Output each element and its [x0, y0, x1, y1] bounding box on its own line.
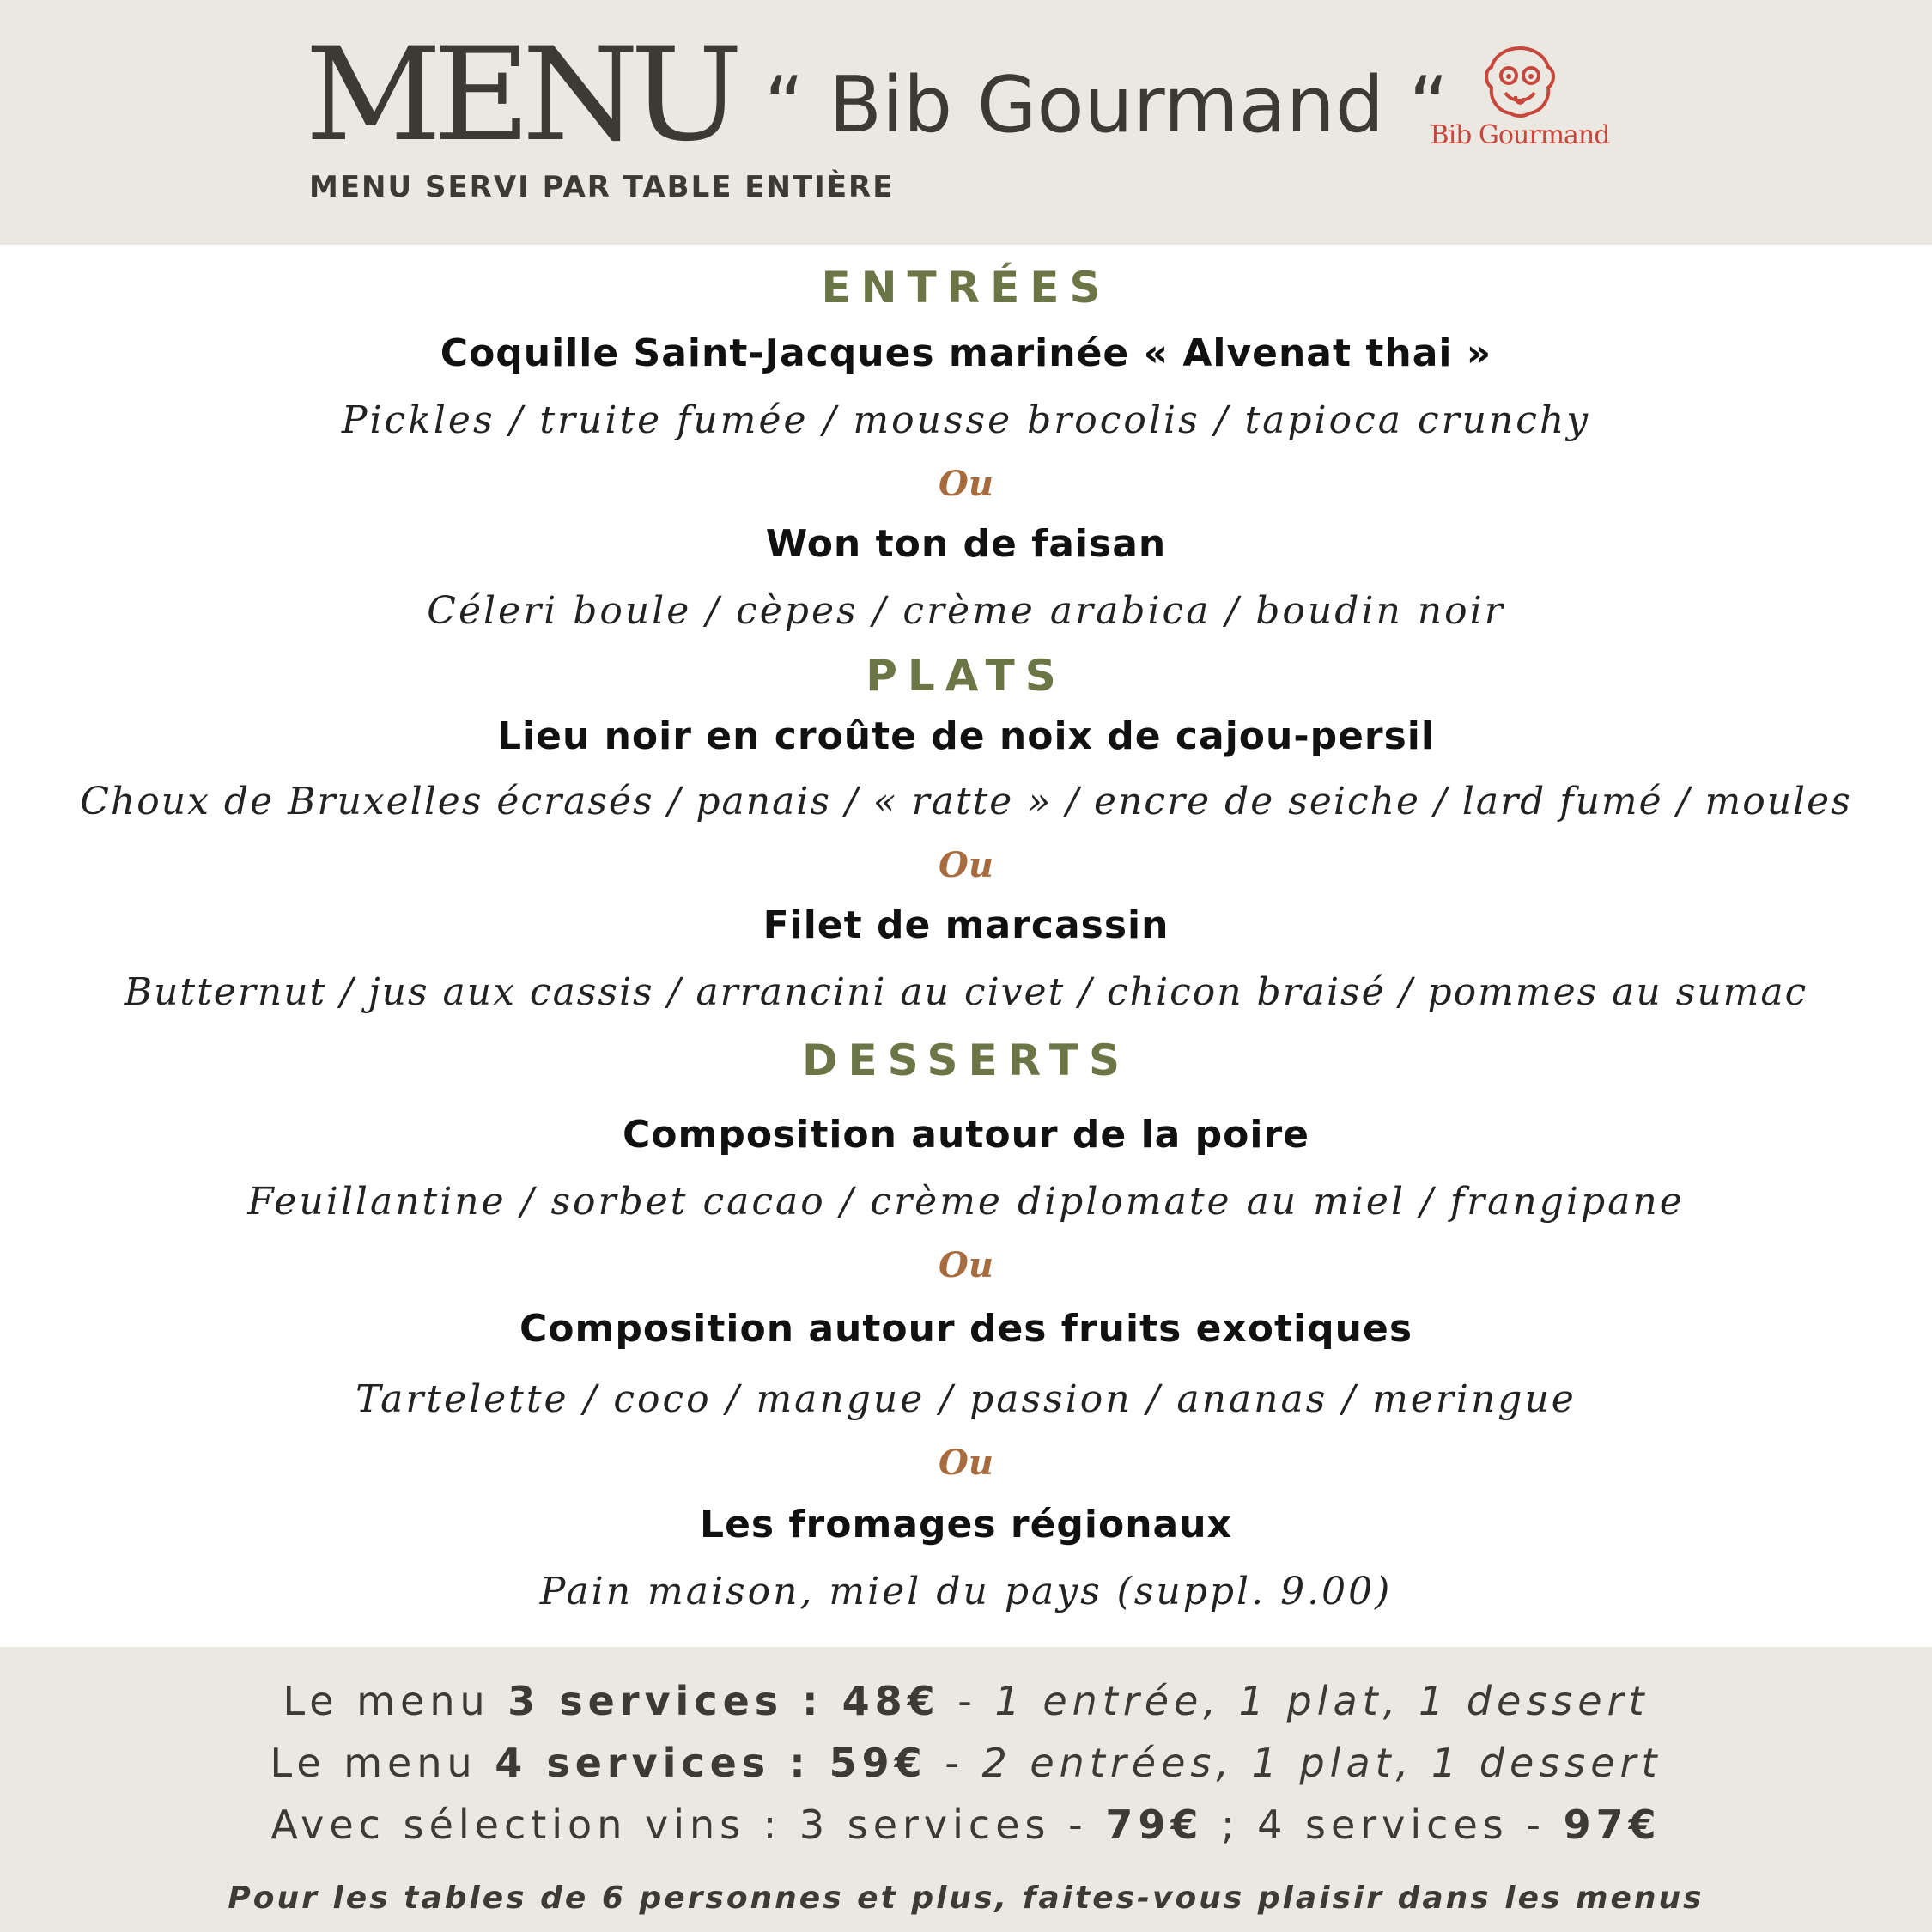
price-prefix: Le menu [283, 1678, 508, 1724]
dish-description: Feuillantine / sorbet cacao / crème diplomate au miel / frangipane [247, 1180, 1685, 1224]
pricing-footer [0, 1647, 1932, 1932]
or-separator: Ou [939, 464, 993, 504]
or-separator: Ou [939, 1245, 993, 1285]
dish-description: Tartelette / coco / mangue / passion / ananas / meringue [355, 1377, 1577, 1421]
dish-title: Filet de marcassin [762, 903, 1170, 947]
dish-title: Composition autour des fruits exotiques [519, 1307, 1413, 1351]
wine-middle: ; 4 services - [1203, 1801, 1564, 1848]
dish-description: Pickles / truite fumée / mousse brocolis / tapioca crunchy [341, 398, 1591, 442]
price-separator: - [939, 1678, 995, 1724]
logo-label: Bib Gourmand [1430, 120, 1610, 150]
footer-note: Pour les tables de 6 personnes et plus, faites-vous plaisir dans les menus [228, 1880, 1704, 1916]
price-line-4-services [0, 1740, 1932, 1786]
dish-title: Composition autour de la poire [622, 1113, 1310, 1157]
price-detail: 2 entrées, 1 plat, 1 dessert [981, 1740, 1662, 1786]
dish-title: Won ton de faisan [765, 522, 1167, 566]
bib-gourmand-logo [1425, 45, 1614, 156]
dish-description: Choux de Bruxelles écrasés / panais / « ratte » / encre de seiche / lard fumé / moules [80, 780, 1852, 823]
section-title-entrees: ENTRÉES [821, 263, 1111, 313]
dish-title: Les fromages régionaux [700, 1503, 1232, 1546]
section-title-plats: PLATS [866, 651, 1066, 701]
price-prefix: Le menu [270, 1740, 495, 1786]
menu-subtitle: MENU SERVI PAR TABLE ENTIÈRE [309, 170, 895, 204]
menu-title: MENU [305, 21, 734, 170]
or-separator: Ou [939, 1443, 993, 1483]
price-separator: - [927, 1740, 982, 1786]
price-bold: 3 services : 48€ [507, 1678, 940, 1724]
wine-prefix: Avec sélection vins : 3 services - [270, 1801, 1106, 1848]
price-line-3-services [0, 1678, 1932, 1724]
price-bold: 4 services : 59€ [495, 1740, 927, 1786]
michelin-bibendum-icon [1481, 45, 1558, 118]
dish-description: Pain maison, miel du pays (suppl. 9.00) [539, 1570, 1393, 1613]
price-line-wine [0, 1801, 1932, 1848]
dish-title: Lieu noir en croûte de noix de cajou-persil [497, 714, 1435, 758]
or-separator: Ou [939, 845, 993, 885]
dish-description: Céleri boule / cèpes / crème arabica / boudin noir [427, 589, 1505, 633]
wine-price-3: 79€ [1105, 1801, 1204, 1848]
price-detail: 1 entrée, 1 plat, 1 dessert [994, 1678, 1649, 1724]
dish-title: Coquille Saint-Jacques marinée « Alvenat thai » [440, 331, 1492, 375]
dish-description: Butternut / jus aux cassis / arrancini au civet / chicon braisé / pommes au sumac [124, 970, 1808, 1014]
bib-gourmand-title: “ Bib Gourmand “ [764, 60, 1449, 150]
wine-price-4: 97€ [1563, 1801, 1662, 1848]
section-title-desserts: DESSERTS [802, 1036, 1130, 1085]
header-band [0, 0, 1932, 245]
